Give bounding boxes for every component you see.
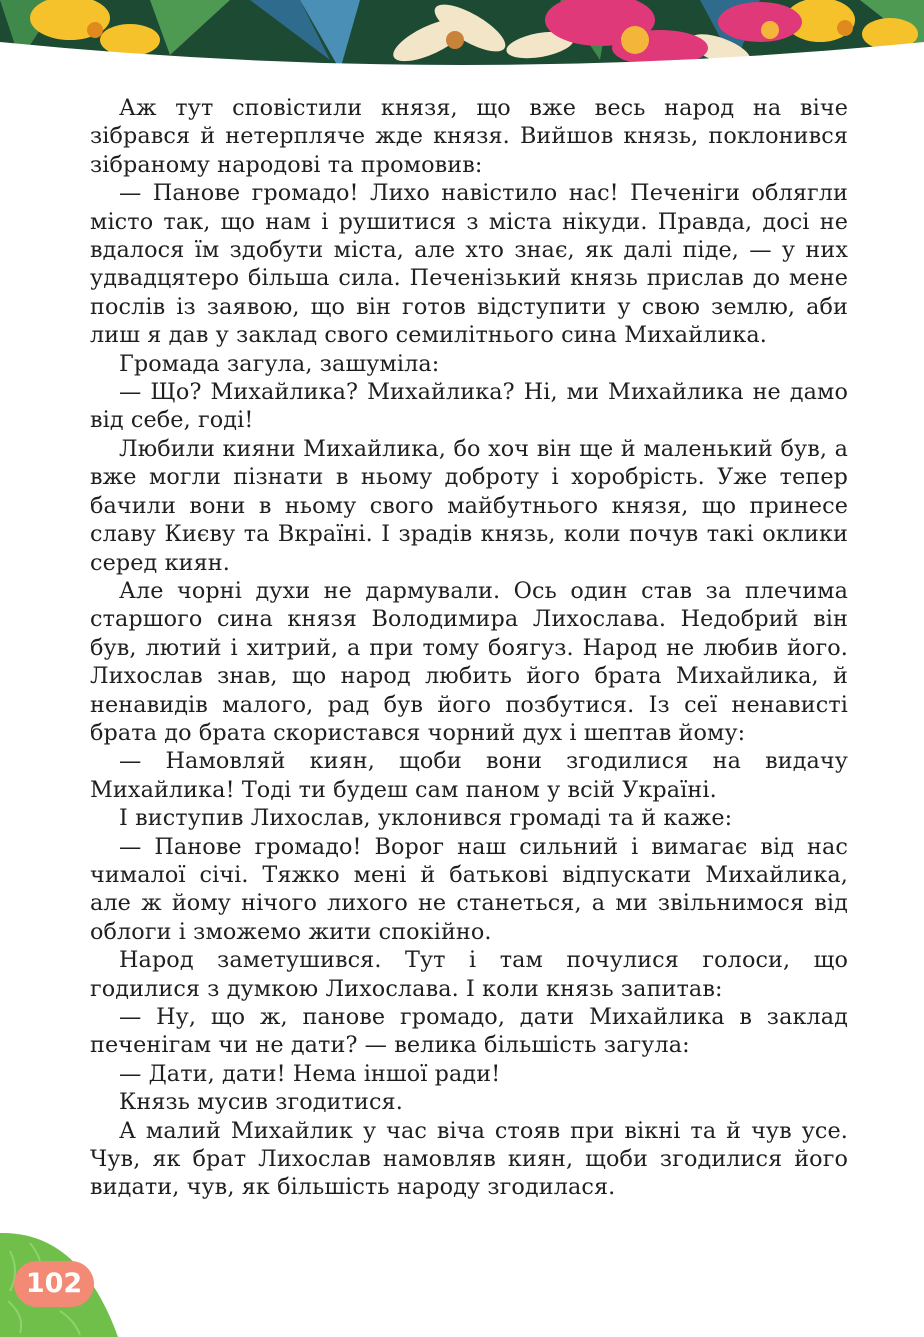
paragraph: — Намовляй киян, щоби вони згодилися на видачу Михайлика! Тоді ти будеш сам паном у всій Україні. <box>90 748 848 803</box>
paragraph: Народ заметушився. Тут і там почулися голоси, що годилися з думкою Лихослава. І коли князь запитав: <box>90 947 848 1002</box>
paragraph: І виступив Лихослав, уклонився громаді та й каже: <box>119 805 733 832</box>
paragraph: — Панове громадо! Ворог наш сильний і вимагає від нас чималої січі. Тяжко мені й батькові відпускати Михайлика, але ж йому нічого лихого не станеться, а ми звільнимося від облоги і зможемо жити спокійно. <box>90 833 848 945</box>
paragraph: — Панове громадо! Лихо навістило нас! Печеніги облягли місто так, що нам і рушитися з міста нікуди. Правда, досі не вдалося їм здобути міста, але хто знає, як далі піде, — у них удвадцятеро більша сила. Печенізький князь прислав до мене послів із заявою, що він готов відступити у свою землю, аби лиш я дав у заклад свого семилітнього сина Михайлика. <box>90 180 848 349</box>
paragraph: Але чорні духи не дармували. Ось один став за плечима старшого сина князя Володимира Лихослава. Недобрий він був, лютий і хитрий, а при тому боягуз. Народ не любив його. Лихослав знав, що народ любить його брата Михайлика, й ненавидів малого, рад був його позбутися. Із сеї ненависті брата до брата скористався чорний дух і шептав йому: <box>90 577 848 746</box>
paragraph: Любили кияни Михайлика, бо хоч він ще й маленький був, а вже могли пізнати в ньому доброту і хоробрість. Уже тепер бачили вони в ньому свого майбутнього князя, що принесе славу Києву та Вкраїні. І зрадів князь, коли почув такі оклики серед киян. <box>90 435 848 576</box>
paragraph: Аж тут сповістили князя, що вже весь народ на віче зібрався й нетерпляче жде князя. Вийшов князь, поклонився зібраному народові та промовив: <box>90 95 848 178</box>
paragraph: — Що? Михайлика? Михайлика? Ні, ми Михайлика не дамо від себе, годі! <box>90 379 848 434</box>
flowers-illustration <box>0 0 924 78</box>
page-number-badge: 102 <box>14 1261 94 1307</box>
paragraph: Князь мусив згодитися. <box>119 1089 403 1116</box>
story-text <box>90 94 848 1202</box>
paragraph: — Дати, дати! Нема іншої ради! <box>119 1060 501 1087</box>
paragraph: Громада загула, зашуміла: <box>119 350 440 377</box>
floral-header-banner <box>0 0 924 78</box>
paragraph: — Ну, що ж, панове громадо, дати Михайлика в заклад печенігам чи не дати? — велика більшість загула: <box>90 1004 848 1059</box>
paragraph: А малий Михайлик у час віча стояв при вікні та й чув усе. Чув, як брат Лихослав намовляв киян, щоби згодилися його видати, чув, як більшість народу згодилася. <box>90 1117 848 1201</box>
